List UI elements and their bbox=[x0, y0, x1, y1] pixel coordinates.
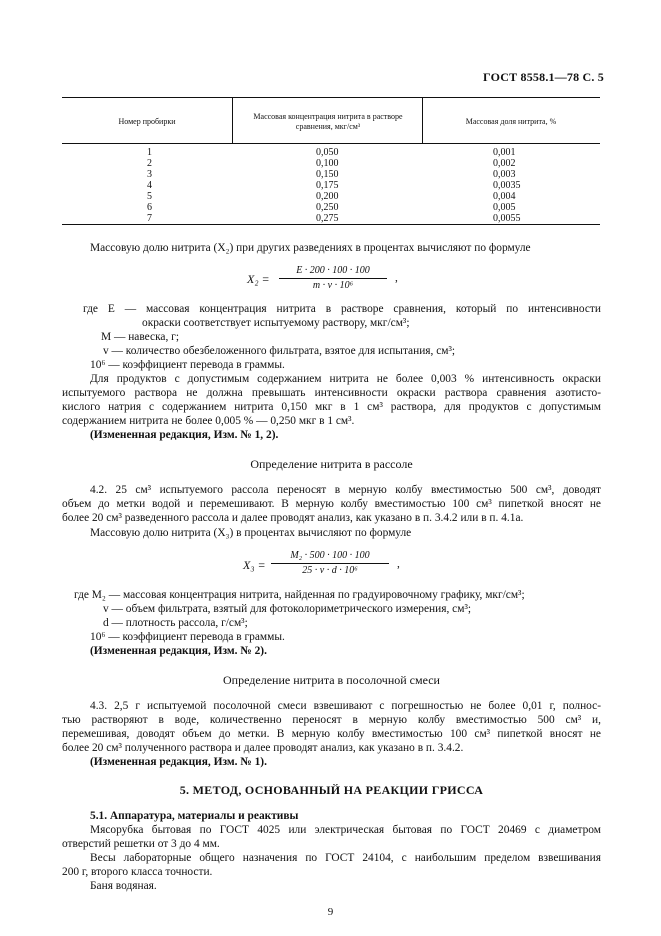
where2-line: d — плотность рассола, г/см³; bbox=[103, 617, 248, 629]
section-heading: 5. МЕТОД, ОСНОВАННЫЙ НА РЕАКЦИИ ГРИССА bbox=[179, 783, 484, 797]
table-cell: 0,050 bbox=[316, 147, 339, 158]
edit-note: (Измененная редакция, Изм. № 1). bbox=[90, 756, 267, 768]
table-header-tube: Номер пробирки bbox=[118, 117, 176, 126]
formula1-denominator: m · v · 10⁶ bbox=[312, 280, 354, 292]
para1-line: испытуемого раствора не должна превышать интенсивности окраски раствора сравнения азотисто- bbox=[62, 387, 601, 399]
table-cell: 2 bbox=[147, 158, 152, 169]
table-cell: 1 bbox=[147, 147, 152, 158]
para3-line: более 20 см³ полученного раствора и далее проводят анализ, как указано в п. 3.4.2. bbox=[62, 742, 464, 754]
page-header: ГОСТ 8558.1—78 С. 5 bbox=[483, 70, 604, 84]
table-cell: 6 bbox=[147, 202, 152, 213]
table-cell: 0,0055 bbox=[493, 213, 521, 224]
table-cell: 7 bbox=[147, 213, 152, 224]
table-cell: 0,004 bbox=[493, 191, 516, 202]
table-cell: 0,001 bbox=[493, 147, 516, 158]
para1-line: кислого натрия с содержанием нитрита 0,150 мкг в 1 см³ раствора, для продуктов с допустимым bbox=[62, 401, 601, 413]
formula2-fraction bbox=[271, 550, 389, 577]
formula1-tail: , bbox=[395, 272, 398, 284]
formula2-tail: , bbox=[397, 558, 400, 570]
table-cell: 0,275 bbox=[316, 213, 339, 224]
para1-line: содержанием нитрита не более 0,005 % — 0,250 мкг в 1 см³. bbox=[62, 415, 355, 427]
para4-line: Весы лабораторные общего назначения по ГОСТ 24104, с наибольшим пределом взвешивания bbox=[90, 852, 601, 864]
table-cell: 0,002 bbox=[493, 158, 516, 169]
subsection-heading: 5.1. Аппаратура, материалы и реактивы bbox=[90, 810, 299, 822]
para4-line: 200 г, второго класса точности. bbox=[62, 866, 213, 878]
para3-line: тью растворяют в воде, количественно переносят в мерную колбу вместимостью 500 см³ и, bbox=[62, 714, 601, 726]
para2-line: объем до метки водой и перемешивают. В мерную колбу вместимостью 100 см³ пипеткой вносят не bbox=[62, 498, 601, 510]
table-cell: 0,250 bbox=[316, 202, 339, 213]
where2-line: 10⁶ — коэффициент перевода в граммы. bbox=[90, 631, 285, 643]
table-header-concentration: Массовая концентрация нитрита в растворе сравнения, мкг/см³ bbox=[253, 112, 403, 131]
column-tube-numbers bbox=[147, 147, 152, 224]
where1-line: где E — массовая концентрация нитрита в растворе сравнения, который по интенсивности bbox=[83, 303, 601, 315]
para4-line: Баня водяная. bbox=[90, 880, 157, 892]
column-concentrations bbox=[316, 147, 339, 224]
formula2-denominator: 25 · v · d · 10⁶ bbox=[302, 565, 358, 577]
page-number: 9 bbox=[327, 906, 334, 918]
para3-line: 4.3. 2,5 г испытуемой посолочной смеси взвешивают с погрешностью не более 0,01 г, полнос- bbox=[90, 700, 601, 712]
para2-line: более 20 см³ разведенного рассола и далее проводят анализ, как указано в п. 3.4.2 или в п. 4.1а. bbox=[62, 512, 524, 524]
table-top-rule bbox=[62, 97, 600, 98]
formula1-intro: Массовую долю нитрита (X₂) при других разведениях в процентах вычисляют по формуле bbox=[90, 242, 531, 254]
table-header-rule bbox=[62, 143, 600, 144]
edit-note: (Измененная редакция, Изм. № 2). bbox=[90, 645, 267, 657]
formula1-numerator: E · 200 · 100 · 100 bbox=[279, 265, 387, 279]
table-bottom-rule bbox=[62, 224, 600, 225]
table-cell: 0,003 bbox=[493, 169, 516, 180]
table-cell: 0,100 bbox=[316, 158, 339, 169]
column-fractions bbox=[493, 147, 521, 224]
table-cell: 0,150 bbox=[316, 169, 339, 180]
subheading-brine: Определение нитрита в рассоле bbox=[250, 457, 413, 471]
formula2-lhs: X₃ = bbox=[243, 558, 266, 572]
subheading-curing-mix: Определение нитрита в посолочной смеси bbox=[223, 673, 440, 687]
where1-line: M — навеска, г; bbox=[101, 331, 180, 343]
where1-line: окраски соответствует испытуемому раствору, мкг/см³; bbox=[142, 317, 410, 329]
table-cell: 5 bbox=[147, 191, 152, 202]
formula2-intro: Массовую долю нитрита (X₃) в процентах вычисляют по формуле bbox=[90, 527, 412, 539]
table-cell: 0,175 bbox=[316, 180, 339, 191]
para4-line: отверстий решетки от 3 до 4 мм. bbox=[62, 838, 220, 850]
para4-line: Мясорубка бытовая по ГОСТ 4025 или электрическая бытовая по ГОСТ 20469 с диаметром bbox=[90, 824, 601, 836]
para1-line: Для продуктов с допустимым содержанием нитрита не более 0,003 % интенсивность окраски bbox=[90, 373, 601, 385]
para3-line: перемешивая, доводят объем до метки. В мерную колбу вместимостью 100 см³ пипеткой вносят не bbox=[62, 728, 601, 740]
table-divider bbox=[232, 97, 233, 144]
where2-line: где M₂ — массовая концентрация нитрита, найденная по градуировочному графику, мкг/см³; bbox=[74, 589, 525, 601]
formula1-fraction bbox=[279, 265, 387, 292]
formula2-numerator: M₂ · 500 · 100 · 100 bbox=[271, 550, 389, 564]
table-cell: 0,200 bbox=[316, 191, 339, 202]
nitrite-table bbox=[62, 97, 600, 225]
where1-line: v — количество обезбеложенного фильтрата, взятое для испытания, см³; bbox=[103, 345, 456, 357]
table-cell: 0,005 bbox=[493, 202, 516, 213]
table-cell: 4 bbox=[147, 180, 152, 191]
where1-line: 10⁶ — коэффициент перевода в граммы. bbox=[90, 359, 285, 371]
formula1-lhs: X₂ = bbox=[247, 272, 270, 286]
para2-line: 4.2. 25 см³ испытуемого рассола переносят в мерную колбу вместимостью 500 см³, доводят bbox=[90, 484, 601, 496]
table-cell: 0,0035 bbox=[493, 180, 521, 191]
edit-note: (Измененная редакция, Изм. № 1, 2). bbox=[90, 429, 279, 441]
table-cell: 3 bbox=[147, 169, 152, 180]
where2-line: v — объем фильтрата, взятый для фотоколориметрического измерения, см³; bbox=[103, 603, 472, 615]
table-header-fraction: Массовая доля нитрита, % bbox=[465, 117, 557, 126]
